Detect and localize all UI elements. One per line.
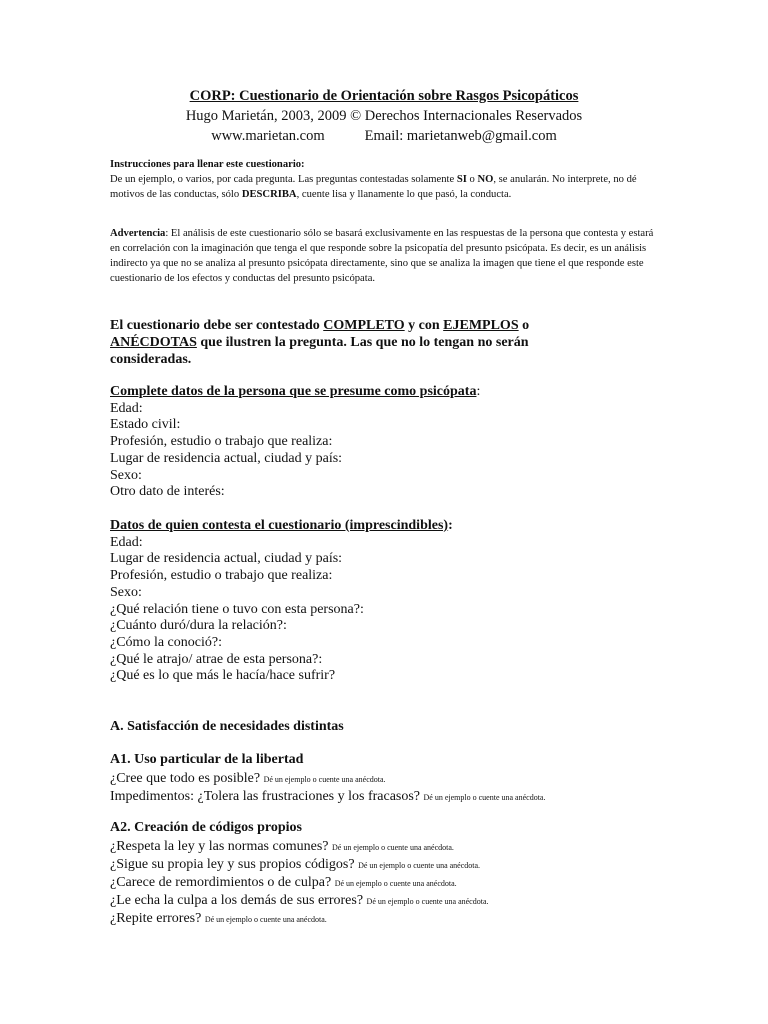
example-note: Dé un ejemplo o cuente una anécdota. (204, 915, 327, 924)
respondent-field: Profesión, estudio o trabajo que realiza: (110, 568, 333, 584)
website-text: www.marietan.com (211, 128, 325, 144)
suspect-field: Profesión, estudio o trabajo que realiza: (110, 434, 333, 450)
subsection-a2-title: A2. Creación de códigos propios (110, 820, 302, 835)
suspect-data-section: Complete datos de la persona que se presume como psicópata: Edad: Estado civil: Profesión, estudio o trabajo que realiza: Lugar de residencia actual, ciudad y país: Sexo: Otro dato de interés: (110, 384, 670, 501)
contact-line (0, 126, 768, 146)
ejemplos-keyword: EJEMPLOS (443, 318, 519, 333)
instructions-text: De un ejemplo, o varios, por cada pregunta. Las preguntas contestadas solamente SI o NO, se anularán. No interprete, no dé motivos de las conductas, sólo DESCRIBA, cuente lisa y llanamente lo que pasó, la conducta. (110, 174, 637, 200)
question-item: ¿Repite errores? Dé un ejemplo o cuente una anécdota. (110, 911, 327, 926)
document-header (0, 86, 768, 146)
question-item: Impedimentos: ¿Tolera las frustraciones y los fracasos? Dé un ejemplo o cuente una anécdota. (110, 789, 546, 804)
author-copyright-line: Hugo Marietán, 2003, 2009 © Derechos Internacionales Reservados (185, 108, 583, 124)
question-item: ¿Sigue su propia ley y sus propios códigos? Dé un ejemplo o cuente una anécdota. (110, 857, 481, 872)
question-item: ¿Carece de remordimientos o de culpa? Dé un ejemplo o cuente una anécdota. (110, 875, 457, 890)
subsection-a1-title: A1. Uso particular de la libertad (110, 752, 304, 767)
describa-keyword: DESCRIBA (241, 189, 297, 200)
respondent-field: Lugar de residencia actual, ciudad y país: (110, 551, 343, 567)
respondent-field: ¿Cómo la conoció?: (110, 634, 222, 650)
example-note: Dé un ejemplo o cuente una anécdota. (331, 843, 454, 852)
section-a-title: A. Satisfacción de necesidades distintas (110, 719, 344, 734)
warning-label: Advertencia (110, 228, 166, 239)
instructions-block (110, 157, 655, 202)
document-title: CORP: Cuestionario de Orientación sobre Rasgos Psicopáticos (189, 88, 579, 104)
suspect-field: Lugar de residencia actual, ciudad y país: (110, 450, 343, 466)
suspect-data-heading: Complete datos de la persona que se presume como psicópata (110, 384, 477, 399)
completeness-notice: El cuestionario debe ser contestado COMPLETO y con EJEMPLOS o ANÉCDOTAS que ilustren la pregunta. Las que no lo tengan no serán consideradas. (110, 318, 530, 367)
respondent-data-heading: Datos de quien contesta el cuestionario (imprescindibles) (110, 518, 449, 533)
warning-text: : El análisis de este cuestionario sólo se basará exclusivamente en las respuestas de la persona que contesta y estará en correlación con la imaginación que tenga el que responde sobre la psicopatía del presunto psicópata. Es decir, es un análisis indirecto ya que no se analiza al presunto psicópata directamente, sino que se analiza la imagen que tiene el que responde este cuestionario de los efectos y conductas del presunto psicópata. (110, 228, 654, 284)
question-item: ¿Le echa la culpa a los demás de sus errores? Dé un ejemplo o cuente una anécdota. (110, 893, 489, 908)
respondent-data-section: Datos de quien contesta el cuestionario (imprescindibles): Edad: Lugar de residencia actual, ciudad y país: Profesión, estudio o trabajo que realiza: Sexo: ¿Qué relación tiene o tuvo con esta persona?: ¿Cuánto duró/dura la relación?: ¿Cómo la conoció?: ¿Qué le atrajo/ atrae de esta persona?: ¿Qué es lo que más le hacía/hace sufrir? (110, 518, 670, 685)
question-item: ¿Respeta la ley y las normas comunes? Dé un ejemplo o cuente una anécdota. (110, 839, 454, 854)
instructions-title: Instrucciones para llenar este cuestionario: (110, 159, 305, 170)
completo-keyword: COMPLETO (323, 318, 405, 333)
suspect-field: Sexo: (110, 467, 142, 483)
question-item: ¿Cree que todo es posible? Dé un ejemplo o cuente una anécdota. (110, 771, 386, 786)
respondent-field: Edad: (110, 534, 143, 550)
example-note: Dé un ejemplo o cuente una anécdota. (358, 861, 481, 870)
respondent-field: ¿Qué es lo que más le hacía/hace sufrir? (110, 668, 336, 684)
respondent-field: ¿Cuánto duró/dura la relación?: (110, 618, 287, 634)
anecdotas-keyword: ANÉCDOTAS (110, 335, 197, 350)
no-keyword: NO (477, 174, 494, 185)
suspect-field: Estado civil: (110, 417, 181, 433)
example-note: Dé un ejemplo o cuente una anécdota. (334, 879, 457, 888)
si-keyword: SI (456, 174, 467, 185)
respondent-field: ¿Qué relación tiene o tuvo con esta persona?: (110, 601, 364, 617)
respondent-field: ¿Qué le atrajo/ atrae de esta persona?: (110, 651, 323, 667)
suspect-field: Otro dato de interés: (110, 484, 225, 500)
warning-block (110, 226, 655, 286)
example-note: Dé un ejemplo o cuente una anécdota. (366, 897, 489, 906)
respondent-field: Sexo: (110, 584, 142, 600)
subsection-a2 (110, 819, 710, 928)
example-note: Dé un ejemplo o cuente una anécdota. (263, 775, 386, 784)
example-note: Dé un ejemplo o cuente una anécdota. (423, 793, 546, 802)
suspect-field: Edad: (110, 400, 143, 416)
subsection-a1 (110, 751, 710, 806)
email-text: Email: marietanweb@gmail.com (364, 128, 557, 144)
